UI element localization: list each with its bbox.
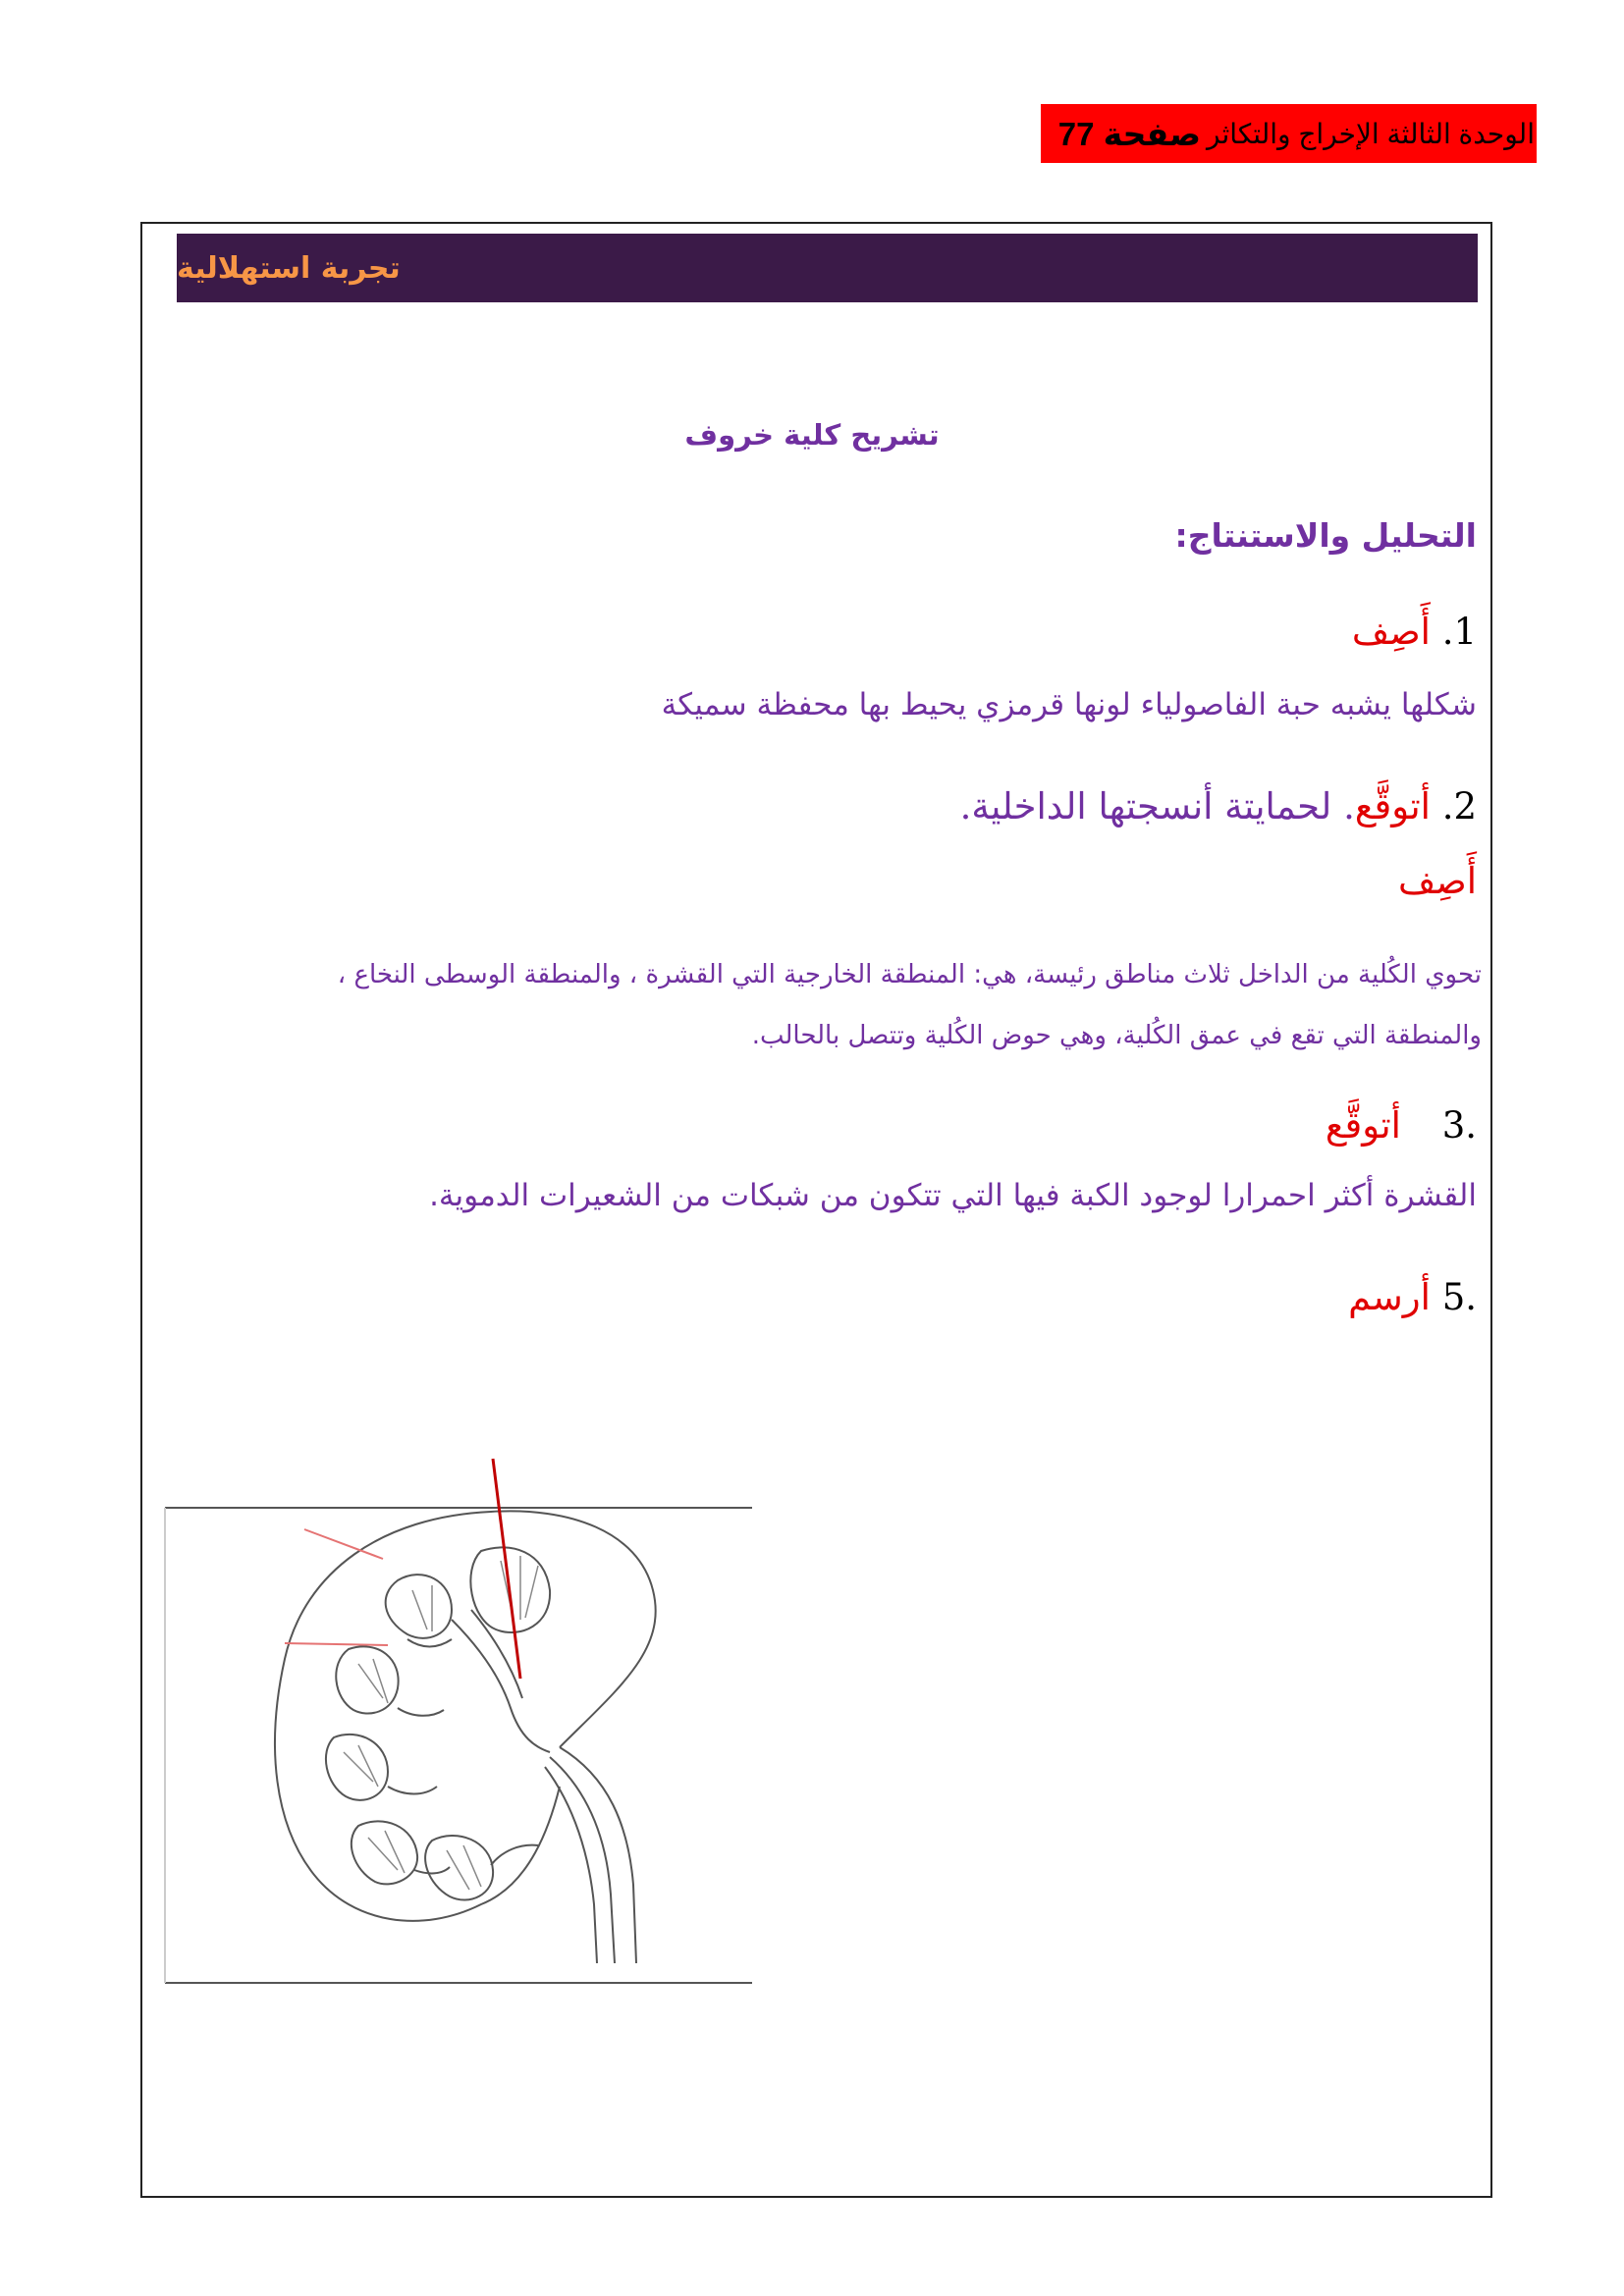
experiment-title: تشريح كلية خروف bbox=[684, 418, 940, 452]
question-2-number: 2. bbox=[1441, 785, 1477, 828]
question-1-number: 1. bbox=[1441, 611, 1477, 653]
question-2-answer: . لحمايتة أنسجتها الداخلية. bbox=[959, 785, 1355, 828]
pyramid-4 bbox=[326, 1735, 388, 1800]
banner-title: تجربة استهلالية bbox=[177, 250, 401, 286]
calyx-2 bbox=[398, 1708, 444, 1716]
label-line-medulla bbox=[285, 1643, 388, 1645]
calyx-5 bbox=[491, 1845, 538, 1865]
calyx-3 bbox=[388, 1787, 437, 1794]
question-2-verb: أتوقَّع bbox=[1354, 785, 1431, 828]
unit-title: الوحدة الثالثة الإخراج والتكاثر bbox=[1207, 118, 1535, 149]
page-number: صفحة 77 bbox=[1057, 115, 1202, 152]
question-2 bbox=[960, 785, 1477, 828]
calyx-4 bbox=[414, 1867, 450, 1873]
pyramid-6-striations bbox=[447, 1845, 481, 1890]
question-5-number: .5 bbox=[1441, 1276, 1477, 1318]
question-3-number: .3 bbox=[1441, 1104, 1477, 1147]
question-3 bbox=[1326, 1104, 1477, 1147]
kidney-outline bbox=[275, 1511, 656, 1920]
answer-1: شكلها يشبه حبة الفاصولياء لونها قرمزي يحيط بها محفظة سميكة bbox=[661, 687, 1477, 722]
calyx-1 bbox=[407, 1639, 452, 1647]
ureter-lumen-line bbox=[545, 1767, 597, 1963]
pyramid-6 bbox=[425, 1836, 493, 1900]
answer-2-line-2: والمنطقة التي تقع في عمق الكُلية، وهي حوض الكُلية وتتصل بالحالب. bbox=[751, 1021, 1482, 1050]
question-1 bbox=[1352, 611, 1477, 653]
pyramid-2-striations bbox=[412, 1585, 432, 1631]
answer-2-line-1: تحوي الكُلية من الداخل ثلاث مناطق رئيسة، هي: المنطقة الخارجية التي القشرة ، والمنطقة الوسطى النخاع ، bbox=[337, 960, 1482, 989]
pyramid-5 bbox=[352, 1821, 417, 1884]
pyramid-3-striations bbox=[358, 1659, 388, 1703]
question-5-verb: أرسم bbox=[1348, 1276, 1431, 1318]
question-5 bbox=[1348, 1276, 1477, 1318]
kidney-section-diagram bbox=[157, 1453, 766, 2002]
answer-3: القشرة أكثر احمرارا لوجود الكبة فيها التي تتكون من شبكات من الشعيرات الدموية. bbox=[429, 1178, 1477, 1213]
analysis-heading: التحليل والاستنتاج: bbox=[1174, 516, 1477, 555]
pyramid-5-striations bbox=[368, 1831, 405, 1873]
pyramid-4-striations bbox=[344, 1745, 378, 1787]
pyramid-3 bbox=[336, 1646, 398, 1713]
section-banner bbox=[177, 234, 1478, 302]
describe-label: أَصِف bbox=[1398, 860, 1477, 902]
pelvis-line-1 bbox=[452, 1620, 550, 1752]
question-3-verb: أتوقَّع bbox=[1325, 1104, 1401, 1147]
unit-header bbox=[1041, 104, 1537, 163]
question-1-verb: أَصِف bbox=[1351, 611, 1431, 653]
